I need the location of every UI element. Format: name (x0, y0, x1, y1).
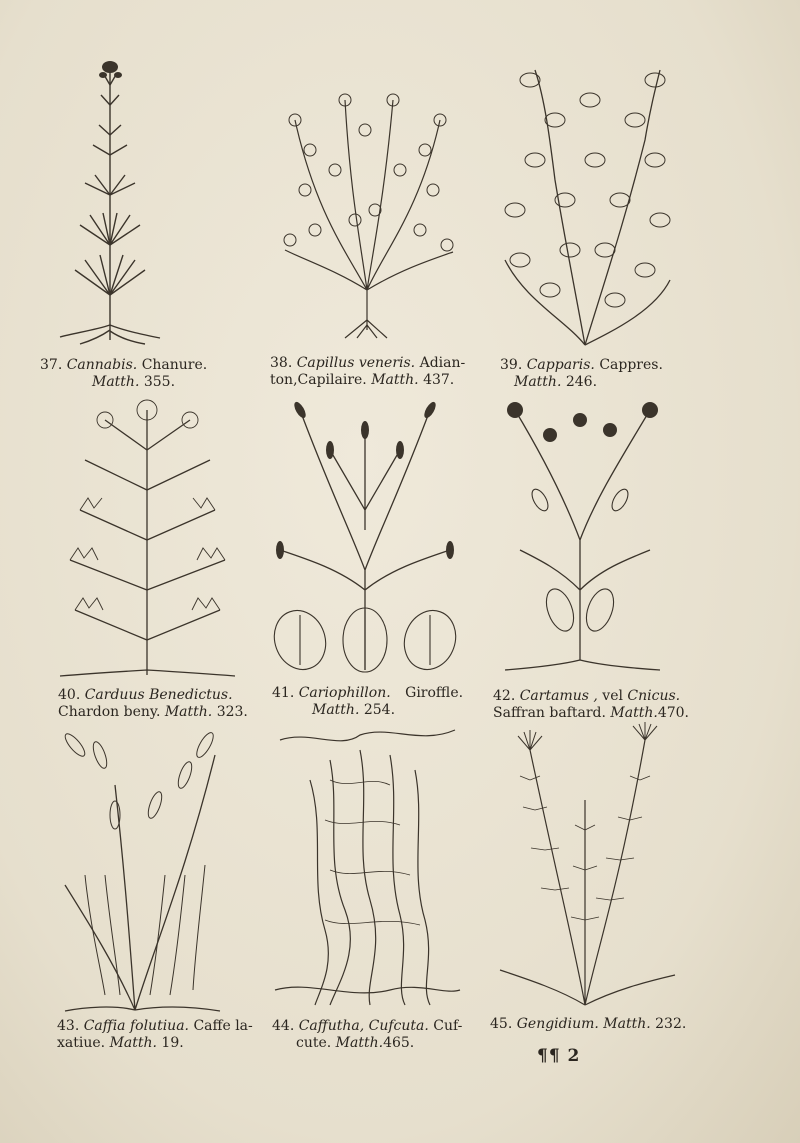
french-name: Cappres. (599, 357, 663, 373)
plate-cartamus-illustration (490, 390, 670, 680)
reference-page: 355. (143, 374, 176, 390)
reference-label: Matth. (92, 374, 140, 390)
signature-mark: ¶¶ 2 (537, 1046, 581, 1066)
connector-word: vel (602, 688, 623, 704)
plate-carduus-illustration (55, 390, 240, 680)
reference-label: Matth. (371, 372, 419, 388)
caption-plate-44 (272, 1018, 472, 1052)
french-name: Caffe la- (193, 1018, 253, 1034)
reference-label: Matth. (312, 702, 360, 718)
caption-plate-40 (58, 687, 258, 721)
plate-cassutha-illustration (270, 720, 465, 1010)
plate-number: 39. (500, 357, 523, 373)
caption-plate-43 (57, 1018, 257, 1052)
reference-page: 437. (423, 372, 455, 388)
caption-plate-38 (270, 355, 480, 389)
plate-cannabis-illustration (55, 55, 165, 345)
plate-gengidium-illustration (490, 720, 680, 1010)
latin-name: Cariophillon. (298, 685, 391, 701)
reference-page: 19. (161, 1035, 184, 1051)
reference-label: Matth. (164, 704, 213, 720)
reference-page: 232. (655, 1016, 687, 1032)
french-name-cont: ton,Capilaire. (270, 372, 367, 388)
french-name-cont: xatiue. (57, 1035, 106, 1051)
plate-number: 45. (490, 1016, 513, 1032)
caption-plate-37 (40, 357, 240, 391)
reference-label: Matth. (109, 1035, 157, 1051)
reference-page: 465. (383, 1035, 415, 1051)
latin-name-alt: Cnicus. (627, 688, 681, 704)
french-name: Giroffle. (405, 685, 464, 701)
plate-number: 44. (272, 1018, 295, 1034)
latin-name: Capparis. (526, 357, 595, 373)
latin-name: Carduus Benedictus. (84, 687, 233, 703)
reference-label: Matth. (603, 1016, 651, 1032)
french-name: Chardon beny. (58, 704, 161, 720)
french-name: Cuf- (433, 1018, 463, 1034)
reference-label: Matth. (335, 1035, 384, 1051)
plate-capillus-illustration (275, 80, 460, 340)
reference-page: 470. (657, 705, 689, 721)
latin-name: Gengidium. (516, 1016, 599, 1032)
plate-number: 42. (493, 688, 516, 704)
plate-number: 37. (40, 357, 63, 373)
french-name-cont: cute. (296, 1035, 332, 1051)
reference-page: 246. (565, 374, 598, 390)
plate-cassia-illustration (55, 725, 230, 1015)
latin-name: Cartamus , (519, 688, 598, 704)
latin-name: Caffia folutiua. (83, 1018, 189, 1034)
french-name: Adian- (419, 355, 466, 371)
reference-label: Matth. (610, 705, 658, 721)
plate-number: 41. (272, 685, 295, 701)
caption-plate-45 (490, 1016, 700, 1033)
french-name: Chanure. (141, 357, 208, 373)
latin-name: Capillus veneris. (296, 355, 416, 371)
reference-page: 323. (216, 704, 248, 720)
caption-plate-42 (493, 688, 713, 722)
reference-label: Matth. (514, 374, 562, 390)
plate-capparis-illustration (495, 60, 675, 350)
plate-number: 43. (57, 1018, 80, 1034)
plate-number: 38. (270, 355, 293, 371)
reference-page: 254. (363, 702, 396, 718)
french-name: Saffran baftard. (493, 705, 606, 721)
plate-number: 40. (58, 687, 81, 703)
plate-cariophillon-illustration (270, 390, 460, 680)
latin-name: Cannabis. (66, 357, 138, 373)
latin-name: Caffutha, Cufcuta. (298, 1018, 429, 1034)
caption-plate-39 (500, 357, 700, 391)
caption-plate-41 (272, 685, 472, 719)
